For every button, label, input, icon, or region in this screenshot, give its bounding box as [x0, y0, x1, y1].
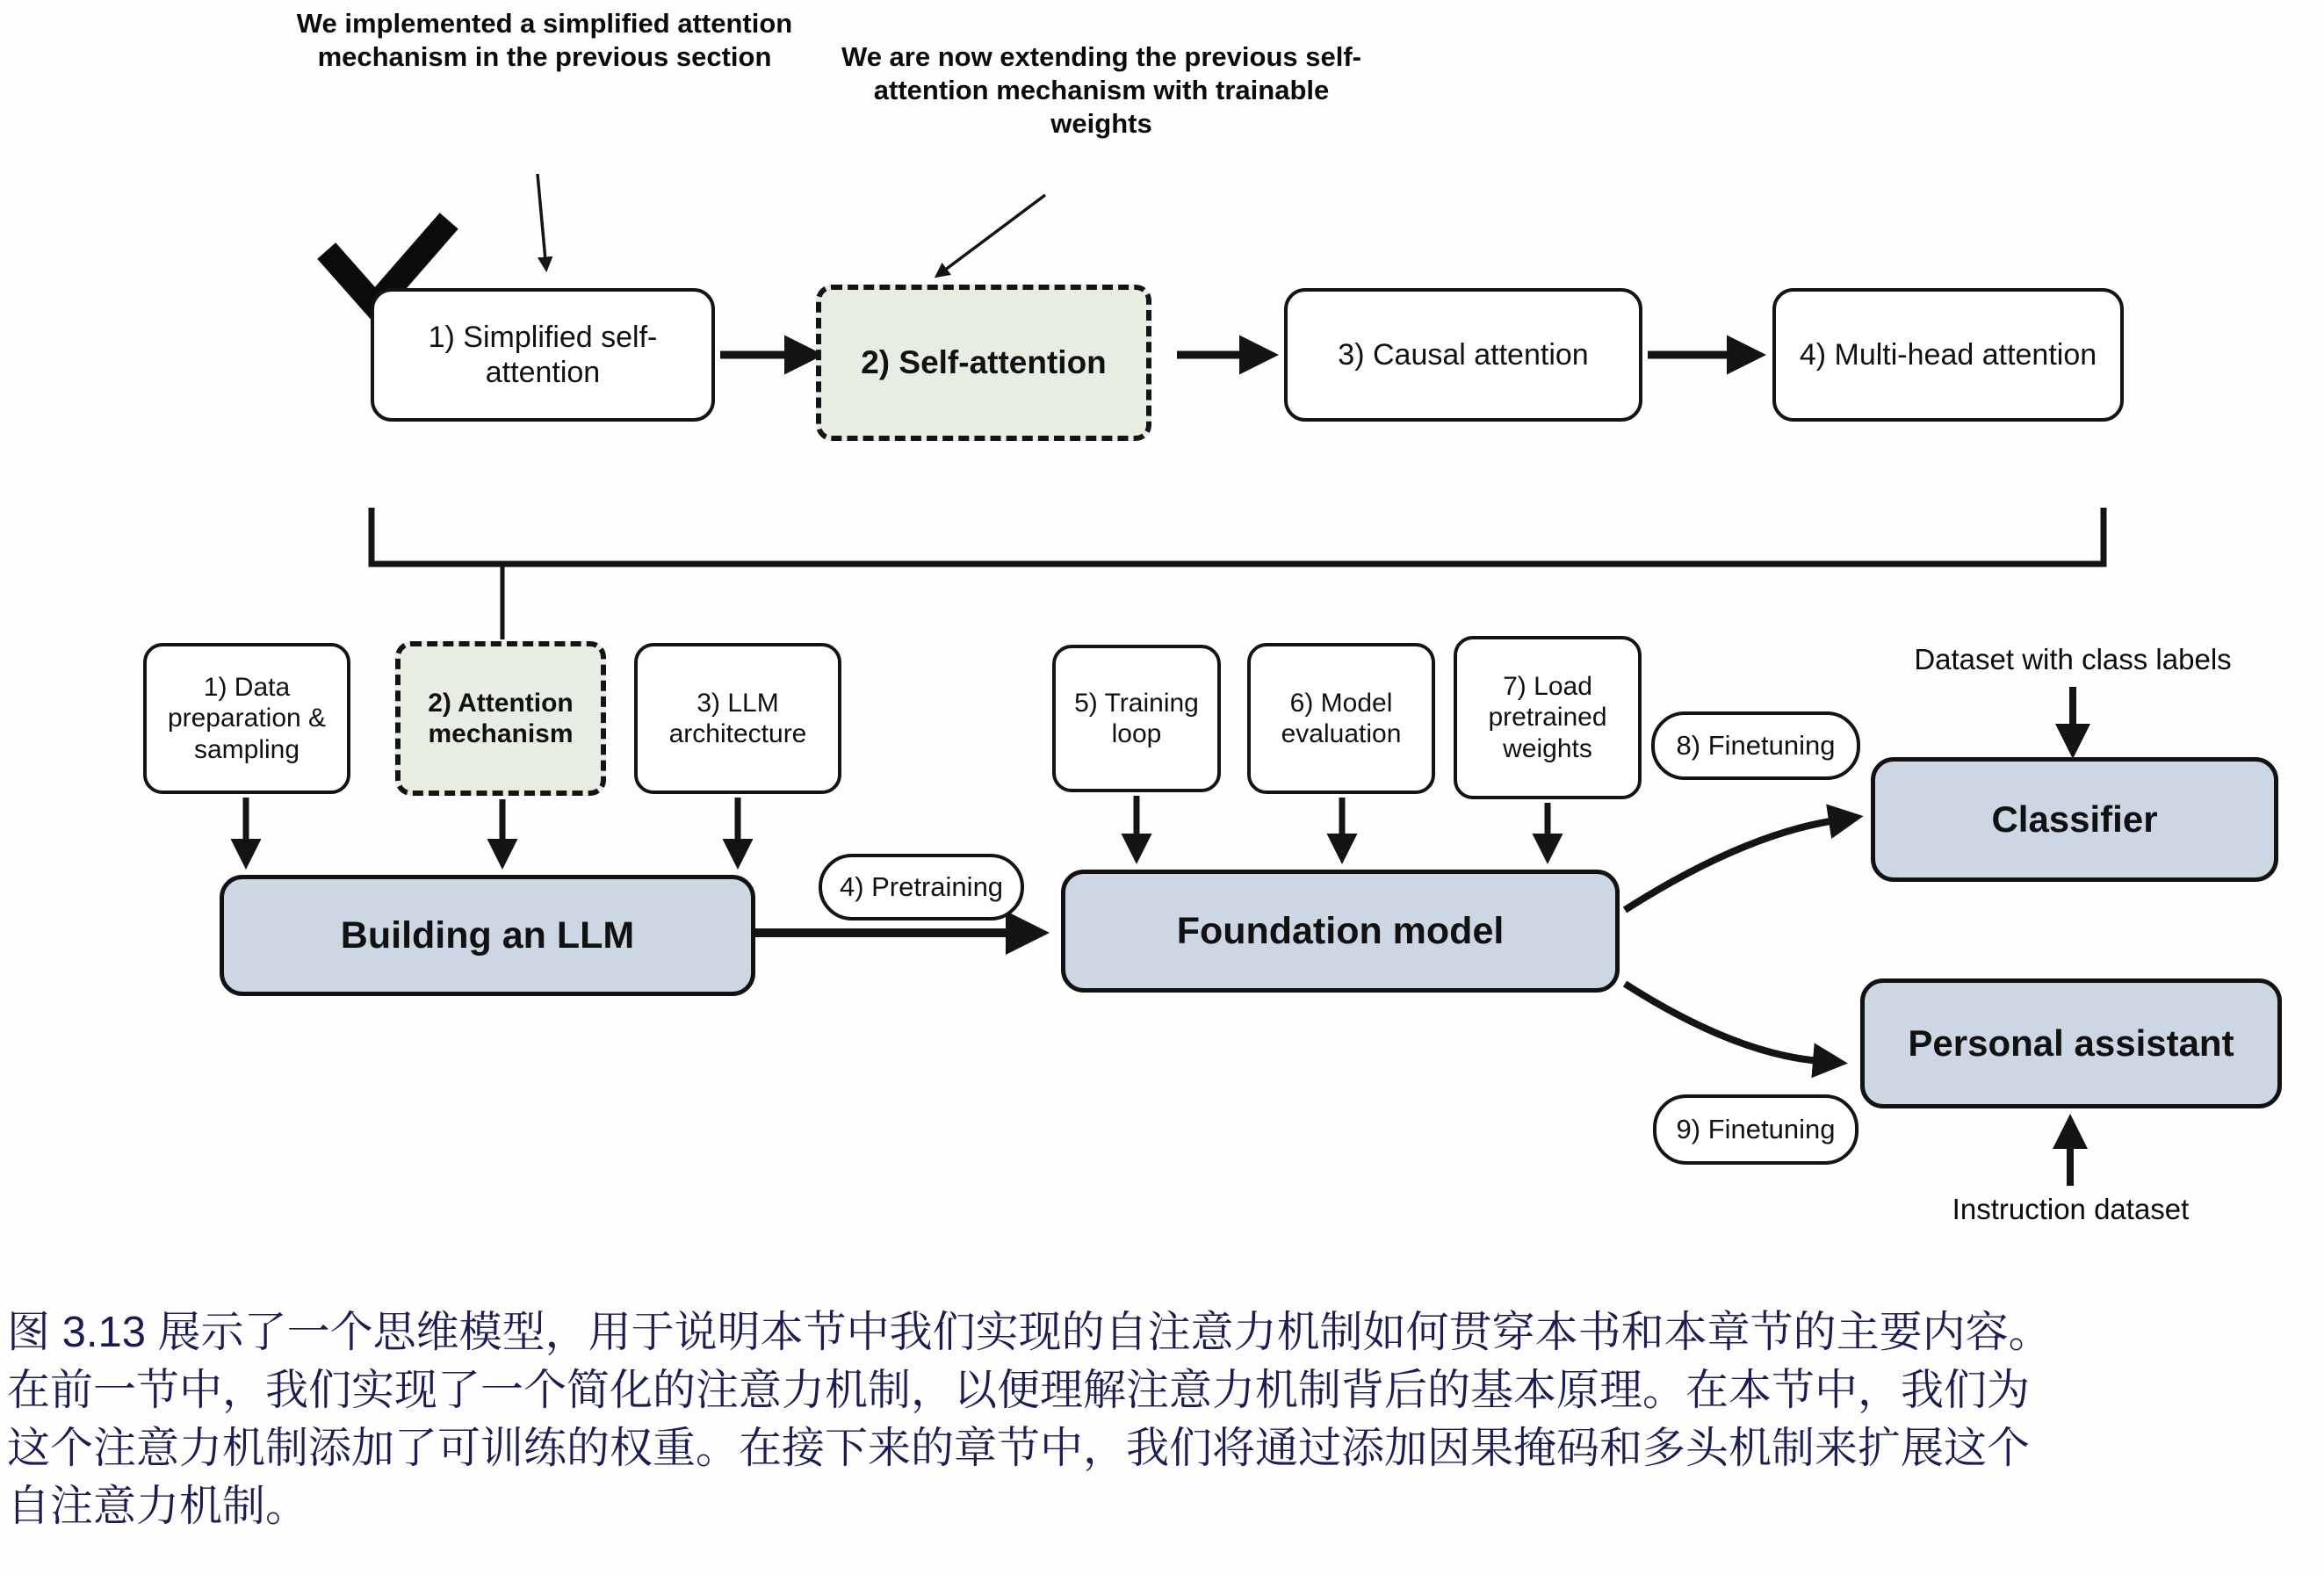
box-simplified-self-attention: 1) Simplified self-attention	[371, 288, 715, 422]
box-load-pretrained-weights: 7) Load pretrained weights	[1454, 636, 1642, 799]
arrow-finetune-classifier	[1625, 820, 1836, 910]
box-self-attention: 2) Self-attention	[816, 285, 1151, 441]
pill-finetuning-9: 9) Finetuning	[1653, 1094, 1858, 1165]
annotation-simplified-arrow	[538, 174, 545, 260]
label-instruction-dataset: Instruction dataset	[1952, 1193, 2190, 1225]
box-llm-architecture: 3) LLM architecture	[634, 643, 841, 794]
label-dataset-class-labels: Dataset with class labels	[1914, 643, 2232, 675]
pill-pretraining: 4) Pretraining	[819, 854, 1024, 921]
figure-caption	[7, 1303, 2320, 1535]
pill-finetuning-8: 8) Finetuning	[1651, 711, 1860, 780]
annotation-extending: We are now extending the previous self-attention mechanism with trainable weights	[841, 41, 1361, 139]
box-personal-assistant: Personal assistant	[1860, 978, 2282, 1108]
annotation-extending-arrow	[944, 195, 1045, 271]
box-data-preparation: 1) Data preparation & sampling	[143, 643, 350, 794]
box-training-loop: 5) Training loop	[1052, 645, 1221, 792]
box-causal-attention: 3) Causal attention	[1284, 288, 1642, 422]
caption-line-1: 图 3.13 展示了一个思维模型，用于说明本节中我们实现的自注意力机制如何贯穿本书和本章节的主要内容。	[7, 1309, 2052, 1356]
caption-line-3: 这个注意力机制添加了可训练的权重。在接下来的章节中，我们将通过添加因果掩码和多头机制来扩展这个	[7, 1425, 2031, 1472]
box-foundation-model: Foundation model	[1061, 870, 1620, 993]
bracket-line	[372, 508, 2104, 564]
box-model-evaluation: 6) Model evaluation	[1247, 643, 1435, 794]
box-classifier: Classifier	[1871, 757, 2278, 882]
annotation-simplified: We implemented a simplified attention mechanism in the previous section	[296, 8, 793, 72]
box-multi-head-attention: 4) Multi-head attention	[1772, 288, 2124, 422]
box-building-an-llm: Building an LLM	[220, 875, 755, 996]
arrow-finetune-assistant	[1625, 984, 1820, 1061]
caption-line-4: 自注意力机制。	[7, 1483, 309, 1530]
box-attention-mechanism: 2) Attention mechanism	[395, 641, 606, 796]
caption-line-2: 在前一节中，我们实现了一个简化的注意力机制，以便理解注意力机制背后的基本原理。在本节中，我们为	[7, 1367, 2031, 1414]
